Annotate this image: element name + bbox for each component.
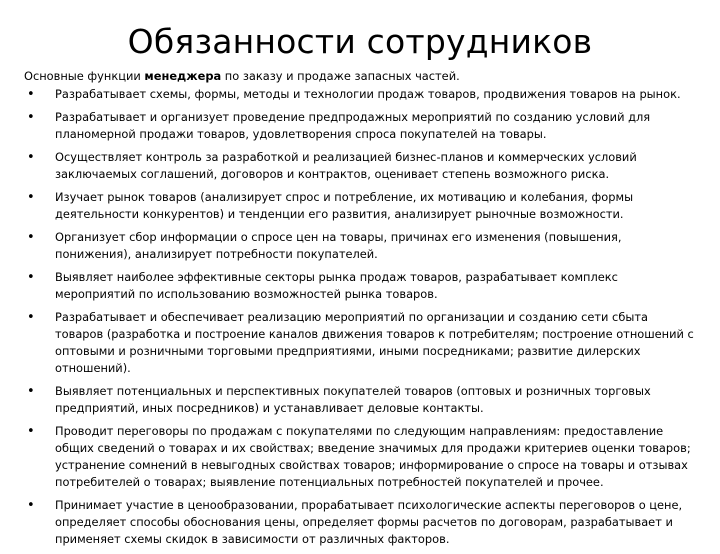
bullet-icon: • <box>27 87 35 102</box>
duty-text: Осуществляет контроль за разработкой и реализацией бизнес-планов и коммерческих условий заключаемых соглашений, договоров и контрактов, оценивает степень возможного риска. <box>55 150 637 181</box>
bullet-icon: • <box>27 230 35 245</box>
duty-item <box>24 109 696 143</box>
duty-item <box>24 149 696 183</box>
bullet-icon: • <box>27 424 35 439</box>
bullet-icon: • <box>27 498 35 513</box>
duties-list <box>24 86 696 554</box>
duty-text: Разрабатывает и организует проведение предпродажных мероприятий по созданию условий для планомерной продажи товаров, удовлетворения спроса покупателей на товары. <box>55 110 651 141</box>
intro-text <box>24 69 704 83</box>
slide-title: Обязанности сотрудников <box>127 22 593 61</box>
duty-item <box>24 383 696 417</box>
duty-text: Разрабатывает и обеспечивает реализацию мероприятий по организации и созданию сети сбыта товаров (разработка и построение каналов движения товаров к потребителям; построение отношений с оптовыми и розничными торговыми предприятиями, иными посредниками; развитие дилерских отношений). <box>55 310 694 375</box>
intro-lead: Основные функции <box>24 69 145 83</box>
duty-text: Разрабатывает схемы, формы, методы и технологии продаж товаров, продвижения товаров на рынок. <box>55 87 681 101</box>
bullet-icon: • <box>27 310 35 325</box>
duty-text: Изучает рынок товаров (анализирует спрос и потребление, их мотивацию и колебания, формы деятельности конкурентов) и тенденции его развития, анализирует рыночные возможности. <box>55 190 634 221</box>
duty-text: Выявляет потенциальных и перспективных покупателей товаров (оптовых и розничных торговых предприятий, иных посредников) и устанавливает деловые контакты. <box>55 384 651 415</box>
duty-text: Проводит переговоры по продажам с покупателями по следующим направлениям: предоставление общих сведений о товарах и их свойствах; введение значимых для продажи критериев оценки товаров; устранение сомнений в невыгодных свойствах товаров; информирование о спросе на товары и отзывах потребителей о товарах; выявление потенциальных потребностей покупателей и прочее. <box>55 424 691 489</box>
intro-tail: по заказу и продаже запасных частей. <box>221 69 460 83</box>
bullet-icon: • <box>27 110 35 125</box>
bullet-icon: • <box>27 190 35 205</box>
duty-item <box>24 229 696 263</box>
duty-text: Организует сбор информации о спросе цен на товары, причинах его изменения (повышения, понижения), анализирует потребности покупателей. <box>55 230 622 261</box>
duty-item <box>24 189 696 223</box>
duty-item <box>24 86 696 103</box>
duty-item <box>24 497 696 548</box>
duty-text: Принимает участие в ценообразовании, прорабатывает психологические аспекты переговоров о цене, определяет способы обоснования цены, определяет формы расчетов по договорам, разрабатывает и применяет схемы скидок в зависимости от различных факторов. <box>55 498 683 546</box>
bullet-icon: • <box>27 384 35 399</box>
intro-emphasis: менеджера <box>144 69 222 83</box>
duty-text: Выявляет наиболее эффективные секторы рынка продаж товаров, разрабатывает комплекс мероприятий по использованию возможностей рынка товаров. <box>55 270 618 301</box>
duty-item <box>24 423 696 491</box>
bullet-icon: • <box>27 270 35 285</box>
duty-item <box>24 309 696 377</box>
bullet-icon: • <box>27 150 35 165</box>
duty-item <box>24 269 696 303</box>
